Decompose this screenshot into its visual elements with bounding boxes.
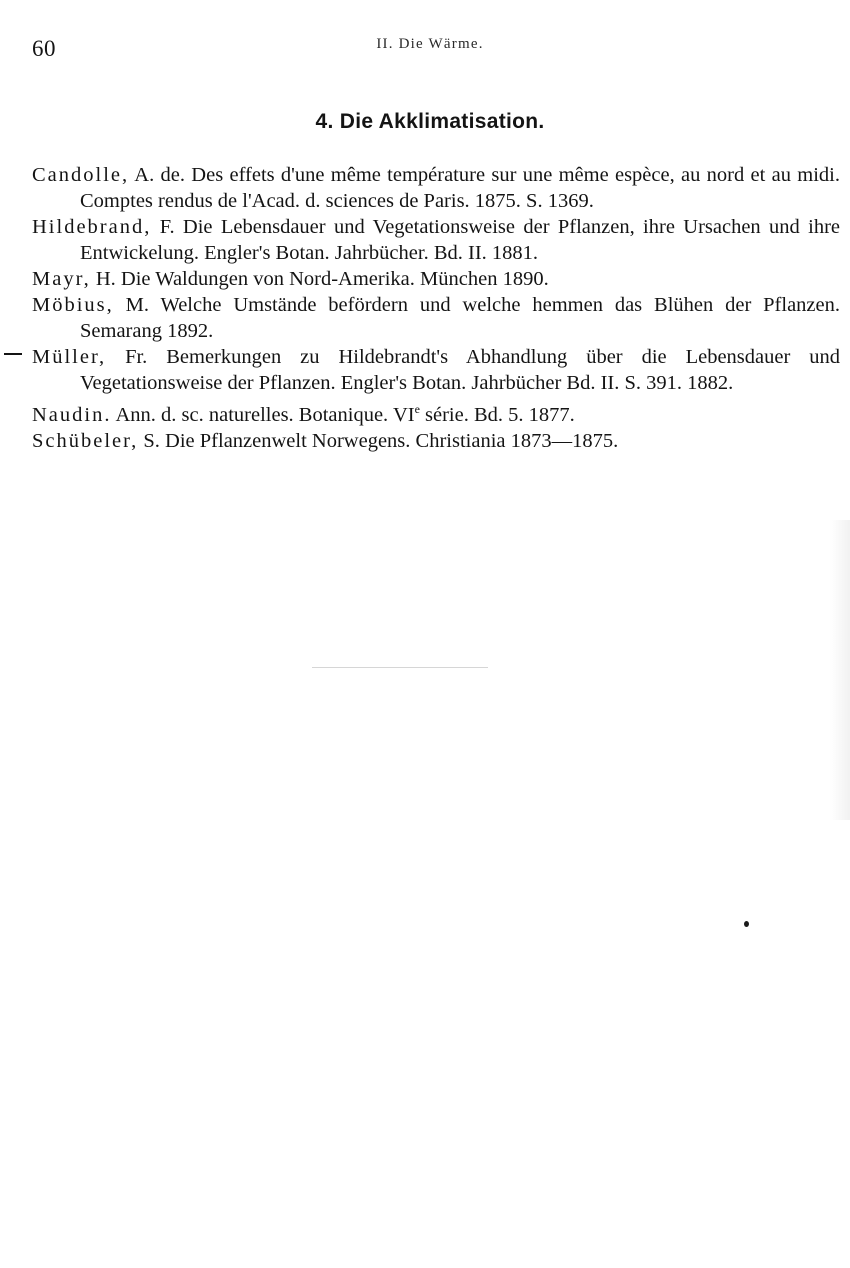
entry-author: Hildebrand, (32, 216, 152, 238)
faint-show-through-rule (312, 667, 488, 668)
entry-text: Fr. Bemerkungen zu Hildebrandt's Abhandlung über die Lebensdauer und Vegetationsweise der Pflanzen. Engler's Botan. Jahrbücher Bd. II. S. 391. 1882. (80, 346, 840, 394)
entry-author: Schübeler, (32, 429, 139, 452)
running-head: II. Die Wärme. (376, 36, 484, 52)
page-number: 60 (32, 36, 56, 61)
ink-speck (744, 921, 749, 927)
bibliography-list (32, 162, 840, 454)
entry-author: Mayr, (32, 268, 91, 290)
paper-edge-shading (830, 520, 850, 820)
entry-author: Müller, (32, 346, 107, 368)
entry-text: Ann. d. sc. naturelles. Botanique. VI (111, 403, 415, 426)
section-title: 4. Die Akklimatisation. (315, 110, 545, 133)
bibliography-entry-candolle (32, 162, 840, 214)
margin-dash-mark (4, 353, 22, 355)
bibliography-entry-schuebeler (32, 428, 840, 454)
bibliography-entry-mueller (32, 344, 840, 396)
entry-text: F. Die Lebensdauer und Vegetationsweise der Pflanzen, ihre Ursachen und ihre Entwickelung. Engler's Botan. Jahrbücher. Bd. II. 1881. (80, 216, 840, 264)
entry-text: H. Die Waldungen von Nord-Amerika. München 1890. (90, 268, 549, 290)
entry-text: S. Die Pflanzenwelt Norwegens. Christiania 1873—1875. (138, 429, 619, 452)
bibliography-entry-hildebrand (32, 214, 840, 266)
bibliography-entry-naudin (32, 396, 840, 428)
entry-text-continued: série. Bd. 5. 1877. (419, 403, 575, 426)
entry-text: A. de. Des effets d'une même température sur une même espèce, au nord et au midi. Comptes rendus de l'Acad. d. sciences de Paris. 1875. S. 1369. (80, 164, 840, 212)
superscript-e: e (414, 402, 420, 416)
entry-text: M. Welche Umstände befördern und welche hemmen das Blühen der Pflanzen. Semarang 1892. (80, 294, 840, 342)
bibliography-entry-moebius (32, 292, 840, 344)
entry-author: Candolle, (32, 164, 130, 186)
bibliography-entry-mayr (32, 266, 840, 292)
entry-author: Naudin. (32, 403, 112, 426)
entry-author: Möbius, (32, 294, 114, 316)
